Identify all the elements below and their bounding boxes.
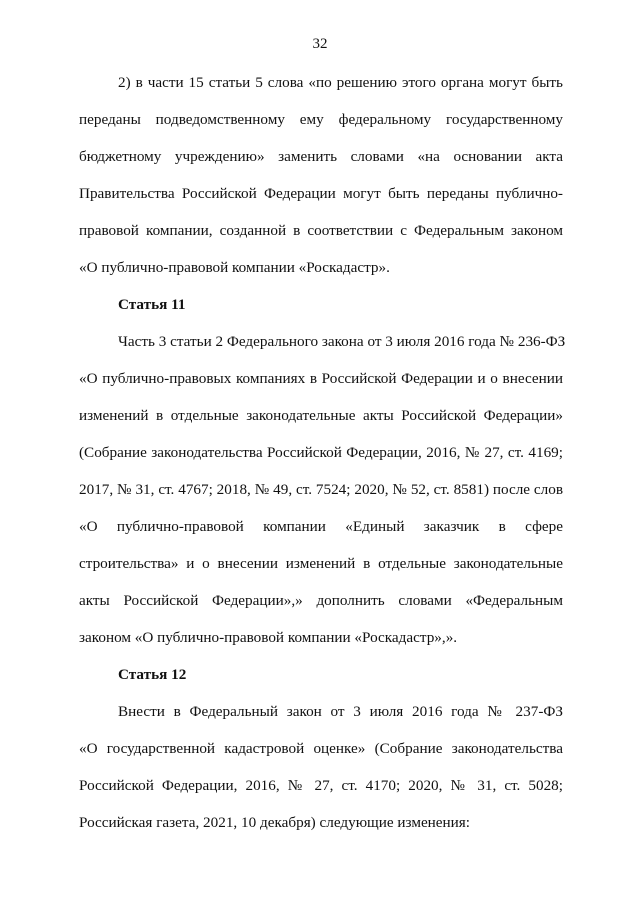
paragraph-line: 2017, № 31, ст. 4767; 2018, № 49, ст. 7524; 2020, № 52, ст. 8581) после слов: [79, 481, 563, 498]
paragraph-line: «О публично-правовой компании «Роскадастр».: [79, 259, 390, 276]
paragraph-line: Часть 3 статьи 2 Федерального закона от 3 июля 2016 года № 236-ФЗ: [118, 333, 566, 350]
page-number: 32: [312, 36, 328, 52]
paragraph-line: 2) в части 15 статьи 5 слова «по решению этого органа могут быть: [118, 74, 563, 91]
paragraph-line: бюджетному учреждению» заменить словами «на основании акта: [79, 148, 563, 165]
article-12-heading: Статья 12: [118, 666, 187, 683]
paragraph-line: законом «О публично-правовой компании «Роскадастр»,».: [79, 629, 458, 646]
paragraph-line: Внести в Федеральный закон от 3 июля 2016 года № 237-ФЗ: [118, 703, 563, 720]
article-11-heading: Статья 11: [118, 296, 186, 313]
paragraph-line: изменений в отдельные законодательные акты Российской Федерации»: [79, 407, 563, 424]
paragraph-line: Российской Федерации, 2016, № 27, ст. 4170; 2020, № 31, ст. 5028;: [79, 777, 563, 794]
paragraph-line: Правительства Российской Федерации могут быть переданы публично-: [79, 185, 563, 202]
paragraph-line: акты Российской Федерации»,» дополнить словами «Федеральным: [79, 592, 563, 609]
paragraph-line: Российская газета, 2021, 10 декабря) следующие изменения:: [79, 814, 471, 831]
paragraph-line: правовой компании, созданной в соответствии с Федеральным законом: [79, 222, 563, 239]
paragraph-line: переданы подведомственному ему федеральному государственному: [79, 111, 563, 128]
paragraph-line: «О государственной кадастровой оценке» (Собрание законодательства: [79, 740, 563, 757]
paragraph-line: «О публично-правовых компаниях в Российской Федерации и о внесении: [79, 370, 563, 387]
paragraph-line: строительства» и о внесении изменений в отдельные законодательные: [79, 555, 563, 572]
paragraph-line: «О публично-правовой компании «Единый заказчик в сфере: [79, 518, 563, 535]
paragraph-line: (Собрание законодательства Российской Федерации, 2016, № 27, ст. 4169;: [79, 444, 563, 461]
